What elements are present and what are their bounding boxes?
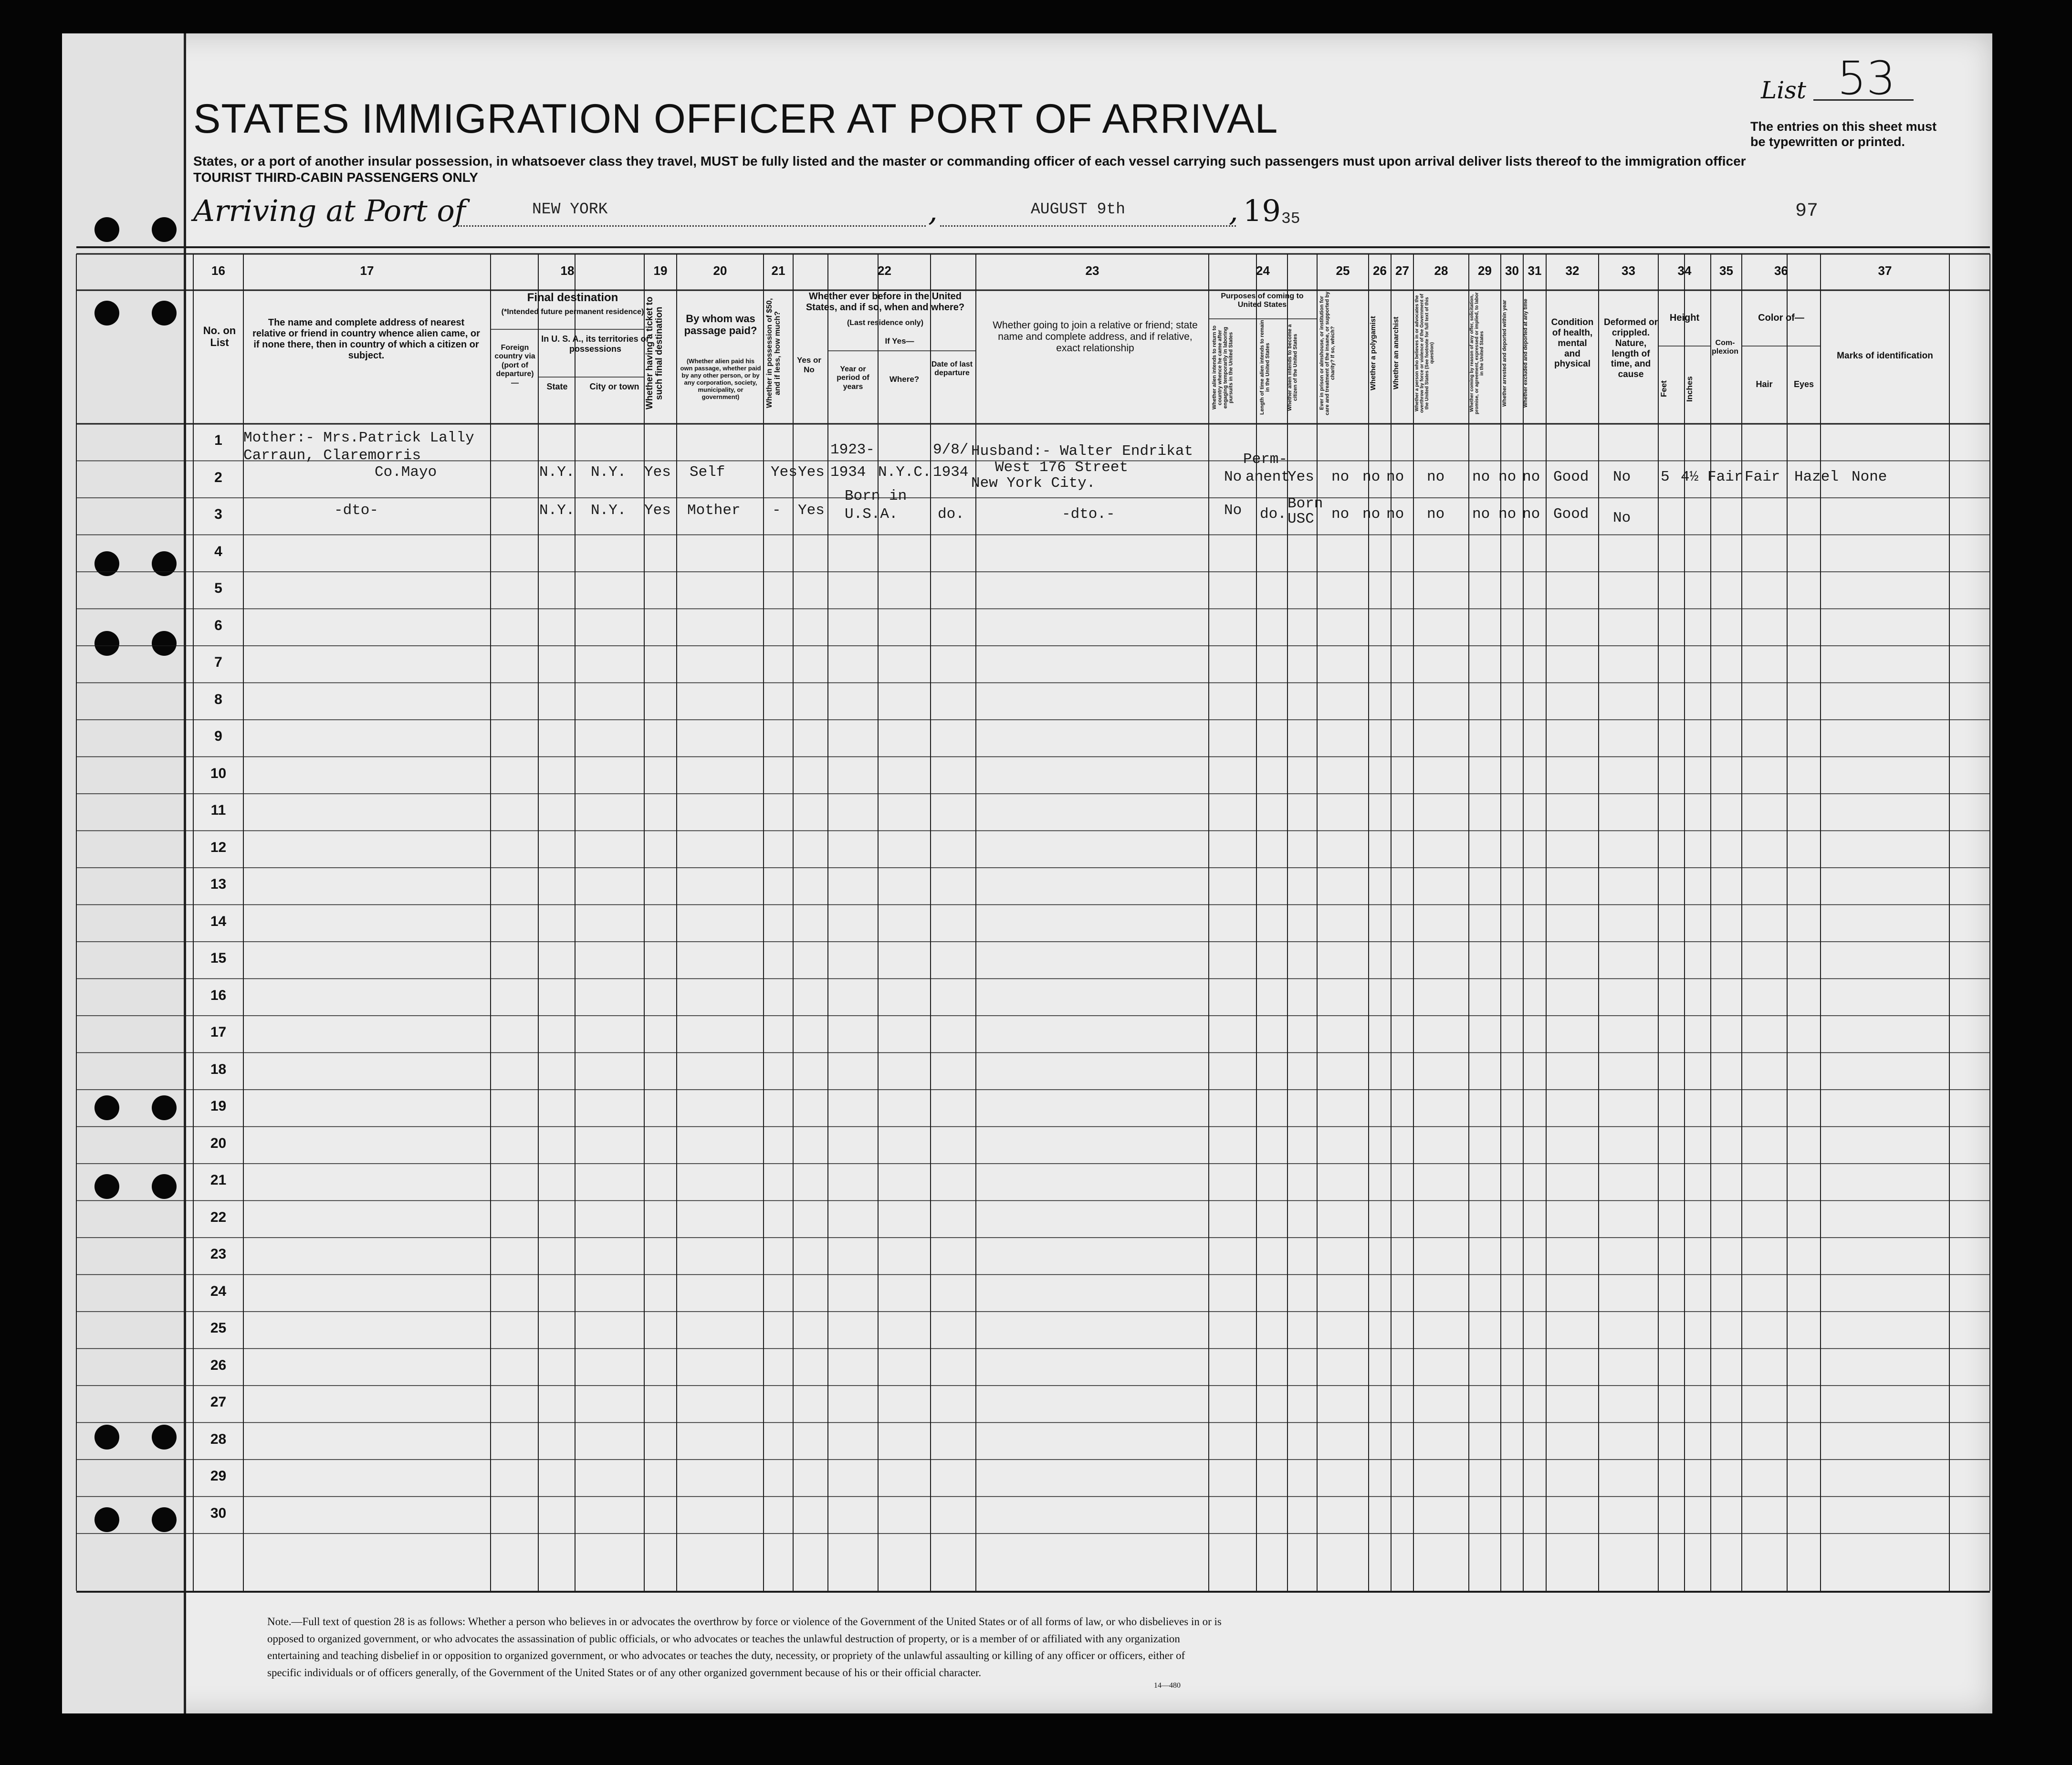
row1-q31: no — [1522, 469, 1540, 485]
header-purpose-length: Length of time alien intends to remain in the United States — [1259, 320, 1271, 415]
column-number: 21 — [771, 263, 785, 278]
row1-prison: no — [1331, 469, 1350, 485]
row1-relative: Co.Mayo — [375, 464, 437, 481]
header-city: City or town — [589, 382, 639, 391]
column-number: 31 — [1528, 263, 1542, 278]
row2-purpose-length: do. — [1260, 506, 1287, 523]
row1-marks: None — [1852, 469, 1887, 485]
row1-city: N.Y. — [591, 464, 627, 481]
list-label: List — [1761, 76, 1806, 104]
row1-relative: Carraun, Claremorris — [243, 447, 421, 464]
header-marks: Marks of identification — [1837, 351, 1933, 361]
row-number: 18 — [210, 1061, 227, 1077]
form-number: 14—480 — [1154, 1681, 1181, 1690]
row2-prison: no — [1331, 506, 1350, 523]
row1-anarchist: no — [1386, 469, 1404, 485]
column-number: 16 — [211, 263, 225, 278]
header-height: Height — [1669, 313, 1700, 323]
column-number: 37 — [1878, 263, 1892, 278]
row2-purpose-citizen: Born — [1287, 495, 1323, 512]
row-number: 9 — [214, 728, 222, 744]
row-number: 7 — [214, 654, 222, 670]
row2-years: Born in — [845, 488, 907, 504]
header-polygamist: Whether a polygamist — [1369, 316, 1377, 390]
row-number: 12 — [210, 839, 227, 855]
row-number: 24 — [210, 1283, 227, 1299]
row1-q29: no — [1472, 469, 1490, 485]
row1-years: 1934 — [830, 464, 866, 481]
row2-q28: no — [1427, 506, 1445, 523]
row2-purpose-citizen: USC — [1287, 511, 1314, 527]
header-where: Where? — [889, 375, 920, 384]
row1-before: Yes — [798, 464, 825, 481]
header-inches: Inches — [1685, 376, 1694, 402]
header-purpose: Purposes of coming to United States — [1221, 292, 1304, 309]
row-number: 5 — [214, 580, 222, 596]
row-number: 20 — [210, 1135, 227, 1151]
row2-state: N.Y. — [539, 502, 575, 519]
year-prefix: 19 — [1243, 193, 1281, 228]
header-purpose-return: Whether alien intends to return to country whence he came after engaging temporarily in laboring pursuits in the United States — [1212, 326, 1234, 410]
row-number: 2 — [214, 469, 222, 485]
row1-state: N.Y. — [539, 464, 575, 481]
form-title: STATES IMMIGRATION OFFICER AT PORT OF ARRIVAL — [193, 96, 1278, 142]
row-number: 3 — [214, 506, 222, 522]
row2-deformed: No — [1613, 510, 1631, 526]
header-feet: Feet — [1659, 380, 1668, 398]
header-yes-or-no: Yes or No — [796, 356, 822, 374]
column-number: 29 — [1478, 263, 1492, 278]
row-number: 4 — [214, 543, 222, 559]
header-q31: Whether excluded and deported at any time — [1523, 299, 1528, 408]
header-prison: Ever in prison or almshouse, or institution for care and treatment of the insane, or supported by charity? If so, which? — [1319, 291, 1336, 415]
column-number: 28 — [1434, 263, 1448, 278]
header-nearest-relative: The name and complete address of nearest relative or friend in country whence alien came, or if none there, then in country of which a citizen or subject. — [252, 317, 480, 361]
row1-feet: 5 — [1661, 469, 1670, 485]
row2-paid-by: Mother — [687, 502, 741, 519]
date-value: AUGUST 9th — [1031, 200, 1126, 218]
header-purpose-citizen: Whether alien intends to become a citizen of the United States — [1287, 324, 1298, 411]
header-passage-paid: By whom was passage paid? — [684, 313, 757, 337]
row2-polygamist: no — [1362, 506, 1381, 523]
row-number: 23 — [210, 1246, 227, 1262]
column-number: 32 — [1565, 263, 1580, 278]
column-number: 36 — [1774, 263, 1788, 278]
row1-purpose-return: No — [1224, 469, 1242, 485]
row-number: 13 — [210, 876, 227, 892]
row1-ticket: Yes — [644, 464, 671, 481]
header-if-yes: If Yes— — [885, 336, 914, 346]
header-state: State — [546, 382, 568, 391]
row2-q29: no — [1472, 506, 1490, 523]
form-subtitle: States, or a port of another insular possession, in whatsoever class they travel, MUST be fully listed and the master or commanding officer of each vessel carrying such passengers must upon arrival deliver lists thereof to the immigration officer — [193, 154, 1746, 168]
row1-years: 1923- — [830, 441, 875, 458]
header-no-on-list: No. on List — [203, 325, 236, 349]
header-health: Condition of health, mental and physical — [1551, 317, 1594, 369]
column-number: 30 — [1505, 263, 1519, 278]
row1-fifty: Yes — [771, 464, 797, 481]
column-number: 26 — [1373, 263, 1387, 278]
row1-hair: Fair — [1745, 469, 1780, 485]
row1-purpose-length: Perm- — [1243, 451, 1288, 468]
header-in-usa: In U. S. A., its territories or possessions — [541, 334, 649, 354]
row-number: 27 — [210, 1394, 227, 1410]
row1-paid-by: Self — [690, 464, 725, 481]
header-before-note: (Last residence only) — [847, 319, 924, 327]
row1-relative: Mother:- Mrs.Patrick Lally — [243, 430, 474, 446]
list-number: 53 — [1837, 52, 1896, 105]
row-number: 8 — [214, 691, 222, 707]
row2-q30: no — [1498, 506, 1517, 523]
header-date-departure: Date of last departure — [931, 360, 973, 378]
row1-deformed: No — [1613, 469, 1631, 485]
row1-joining: New York City. — [971, 475, 1096, 492]
row1-polygamist: no — [1362, 469, 1381, 485]
row1-departure: 9/8/ — [933, 441, 969, 458]
row2-anarchist: no — [1386, 506, 1404, 523]
row-number: 22 — [210, 1209, 227, 1225]
row2-purpose-return: No — [1224, 502, 1242, 519]
page-number: 97 — [1795, 200, 1819, 222]
row-number: 29 — [210, 1468, 227, 1484]
row2-q31: no — [1522, 506, 1540, 523]
row2-joining: -dto.- — [1062, 506, 1115, 523]
header-complexion: Com-plexion — [1711, 339, 1738, 356]
row1-complexion: Fair — [1707, 469, 1743, 485]
row2-fifty: - — [772, 502, 781, 519]
footnote-question-28: Note.—Full text of question 28 is as follows: Whether a person who believes in or advocates the overthrow by force or violence of the Government of the United States or of all forms of law, or who disbelieves in or is opposed to organized government, or who advocates the assassination of public officials, or who advocates or teaches the unlawful destruction of property, or is a member of or affiliated with any organization entertaining and teaching disbelief in or opposition to organized government, or who advocates or teaches the duty, necessity, or propriety of the unlawful assaulting or killing of any officer or officers, either of specific individuals or of officers generally, of the Government of the United States or of any other organized government because of his or their official character. — [267, 1616, 1222, 1679]
column-number: 25 — [1336, 263, 1350, 278]
row1-health: Good — [1553, 469, 1589, 485]
port-value: NEW YORK — [532, 200, 608, 218]
column-number: 22 — [878, 263, 891, 278]
header-before-in-us: Whether ever before in the United States, and if so, when and where? — [806, 291, 965, 313]
header-eyes: Eyes — [1793, 379, 1814, 389]
header-year-period: Year or period of years — [837, 365, 869, 391]
header-passage-paid-note: (Whether alien paid his own passage, whether paid by any other person, or by any corporation, society, municipality, or government) — [680, 357, 761, 400]
row-number: 14 — [210, 913, 227, 929]
row2-relative: -dto- — [334, 502, 379, 519]
column-number: 19 — [653, 263, 668, 278]
sheet-instruction: The entries on this sheet must — [1750, 119, 1937, 134]
header-q28: Whether a person who believes in or advocates the overthrow by force or violence of the Government of the United States (See footnote for full text of this question) — [1414, 294, 1435, 413]
row-number: 19 — [210, 1098, 227, 1114]
row-number: 10 — [210, 765, 227, 781]
column-number: 34 — [1677, 263, 1692, 278]
header-ticket: Whether having a ticket to such final destination — [645, 296, 664, 410]
row2-health: Good — [1553, 506, 1589, 523]
row-number: 16 — [210, 987, 227, 1003]
row1-eyes: Hazel — [1794, 469, 1839, 485]
header-q30: Whether arrested and deported within year — [1502, 300, 1507, 407]
row-number: 25 — [210, 1320, 227, 1336]
row-number: 11 — [210, 802, 226, 818]
row1-q30: no — [1498, 469, 1517, 485]
row2-years: U.S.A. — [845, 506, 898, 523]
row-number: 1 — [214, 432, 222, 448]
header-foreign-country: Foreign country via (port of departure)— — [494, 344, 535, 387]
row-number: 21 — [210, 1172, 227, 1188]
header-anarchist: Whether an anarchist — [1392, 316, 1400, 390]
row1-joining: Husband:- Walter Endrikat — [971, 443, 1193, 460]
row-number: 28 — [210, 1431, 227, 1447]
row-number: 17 — [210, 1024, 227, 1040]
row-number: 15 — [210, 950, 227, 966]
header-final-destination: Final destination — [527, 291, 618, 304]
comma: , — [928, 193, 938, 228]
row1-inches: 4½ — [1681, 469, 1699, 485]
row2-before: Yes — [798, 502, 825, 519]
column-number: 35 — [1719, 263, 1733, 278]
row-number: 6 — [214, 617, 222, 633]
header-fifty-dollars: Whether in possession of $50, and if less, how much? — [765, 298, 782, 409]
column-number: 20 — [713, 263, 727, 278]
row2-city: N.Y. — [591, 502, 627, 519]
year-suffix: 35 — [1281, 210, 1300, 228]
header-hair: Hair — [1756, 379, 1773, 389]
row1-where: N.Y.C. — [878, 464, 931, 481]
form-subtitle-class: TOURIST THIRD-CABIN PASSENGERS ONLY — [193, 170, 478, 185]
header-q29: Whether coming by reason of any offer, solicitation, promise, or agreement, expressed or implied, to labor in the United States — [1469, 292, 1485, 414]
header-color-of: Color of— — [1758, 313, 1804, 323]
row1-joining: West 176 Street — [995, 459, 1129, 476]
header-joining: Whether going to join a relative or friend; state name and complete address, and if relative, exact relationship — [993, 320, 1198, 354]
comma: , — [1229, 193, 1238, 228]
row1-q28: no — [1427, 469, 1445, 485]
column-number: 27 — [1395, 263, 1409, 278]
column-number: 33 — [1622, 263, 1635, 278]
arriving-label: Arriving at Port of — [193, 193, 466, 228]
sheet-instruction: be typewritten or printed. — [1750, 135, 1905, 149]
row1-purpose-citizen: Yes — [1287, 469, 1314, 485]
header-final-destination-note: (*Intended future permanent residence) — [501, 308, 644, 316]
row2-ticket: Yes — [644, 502, 671, 519]
column-number: 17 — [360, 263, 374, 278]
row1-departure: 1934 — [933, 464, 969, 481]
row-number: 30 — [210, 1505, 227, 1521]
column-number: 24 — [1256, 263, 1270, 278]
header-deformed: Deformed or crippled. Nature, length of time, and cause — [1604, 317, 1658, 380]
row-number: 26 — [210, 1357, 227, 1373]
column-number: 18 — [560, 263, 575, 278]
row1-purpose-length: anent — [1245, 469, 1290, 485]
row2-departure: do. — [938, 506, 964, 523]
column-number: 23 — [1085, 263, 1099, 278]
